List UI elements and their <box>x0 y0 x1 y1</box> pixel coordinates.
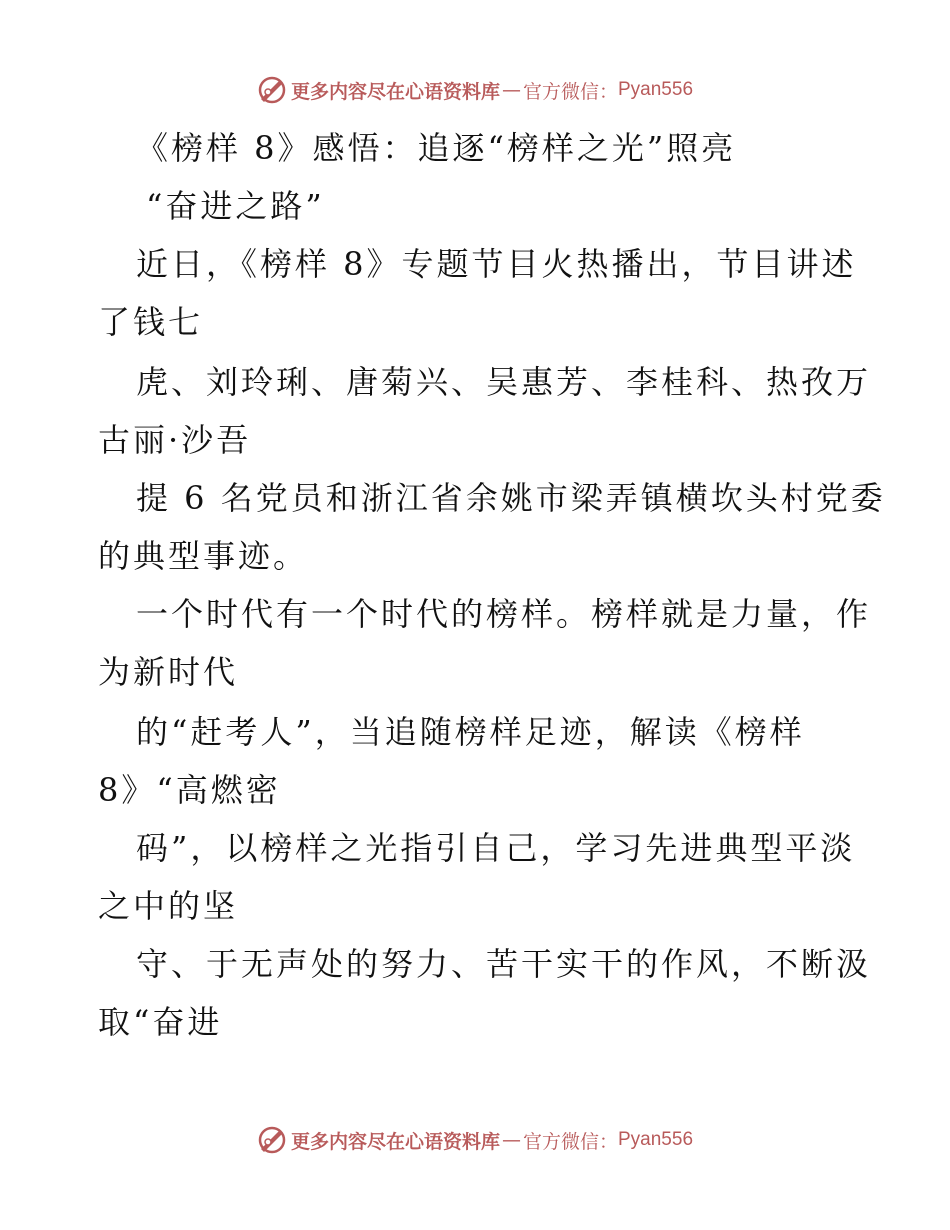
footer-banner <box>0 1120 950 1160</box>
body-line: 为新时代 <box>98 653 239 691</box>
header-wechat-label: 官方微信： <box>522 80 618 103</box>
body-line: 近日，《榜样 8》专题节目火热播出，节目讲述 <box>136 245 857 283</box>
body-line: 提 6 名党员和浙江省余姚市梁弄镇横坎头村党委 <box>136 479 886 517</box>
body-line: 虎、刘玲琍、唐菊兴、吴惠芳、李桂科、热孜万 <box>136 363 872 401</box>
footer-site-name: 更多内容尽在心语资料库 <box>290 1130 500 1153</box>
header-banner <box>0 70 950 110</box>
body-line: 的典型事迹。 <box>98 537 309 575</box>
footer-wechat-id: Pyan556 <box>618 1129 694 1150</box>
body-line: 的“赶考人”，当追随榜样足迹，解读《榜样 <box>136 713 805 751</box>
body-line: 一个时代有一个时代的榜样。榜样就是力量，作 <box>136 595 872 633</box>
body-line: 8》“高燃密 <box>98 771 281 809</box>
body-line: 取“奋进 <box>98 1003 223 1041</box>
body-line: 码”，以榜样之光指引自己，学习先进典型平淡 <box>136 829 856 867</box>
body-line: 古丽·沙吾 <box>98 421 252 459</box>
document-title-line-2: “奋进之路” <box>146 187 325 225</box>
body-line: 了钱七 <box>98 303 204 341</box>
header-wechat-id: Pyan556 <box>618 79 694 100</box>
pen-logo-icon <box>257 75 287 105</box>
body-line: 之中的坚 <box>98 887 239 925</box>
body-line: 守、于无声处的努力、苦干实干的作风，不断汲 <box>136 945 872 983</box>
footer-dash: — <box>501 1129 521 1151</box>
header-dash: — <box>501 79 521 101</box>
footer-wechat-label: 官方微信： <box>522 1130 618 1153</box>
pen-logo-icon <box>257 1125 287 1155</box>
header-site-name: 更多内容尽在心语资料库 <box>290 80 500 103</box>
document-title-line-1: 《榜样 8》感悟：追逐“榜样之光”照亮 <box>136 129 737 167</box>
